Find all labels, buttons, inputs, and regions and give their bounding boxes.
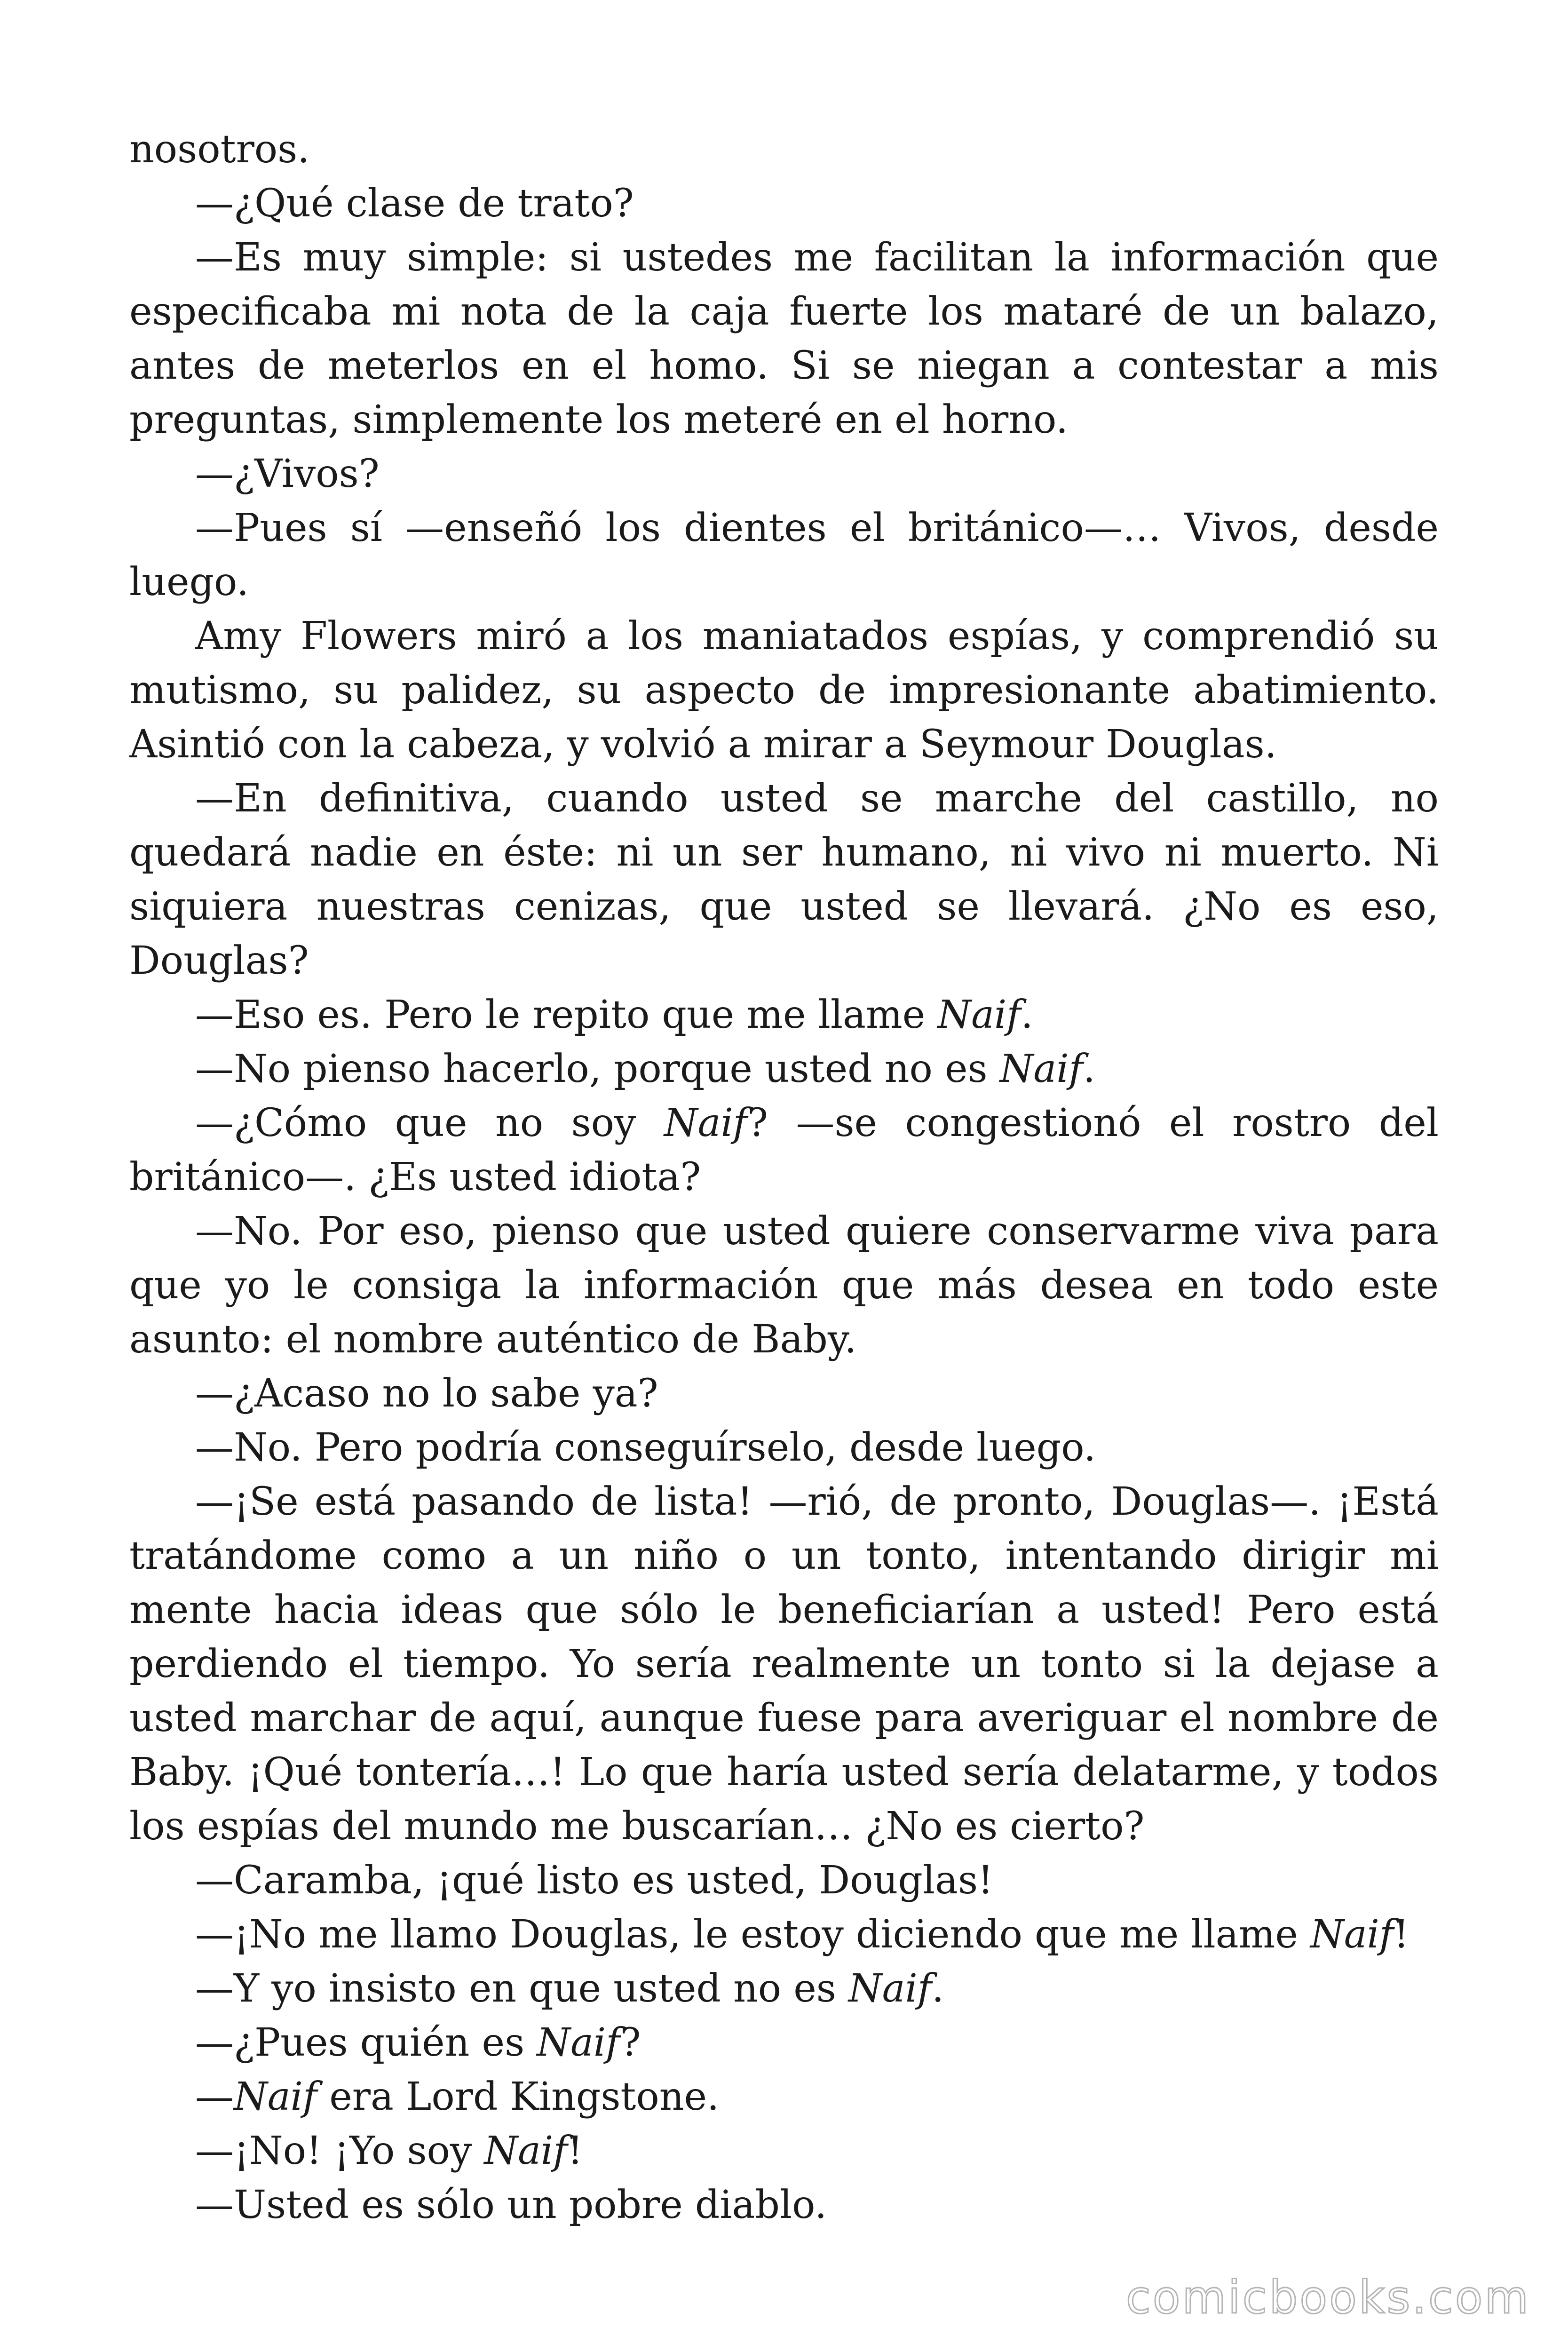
text-run: —¿Acaso no lo sabe ya? bbox=[195, 1371, 658, 1416]
paragraph bbox=[129, 771, 1439, 988]
italic-text: Naif bbox=[234, 2074, 317, 2119]
text-run: nosotros. bbox=[129, 127, 310, 172]
italic-text: Naif bbox=[937, 993, 1021, 1037]
text-run: —¡No! ¡Yo soy bbox=[195, 2129, 484, 2173]
paragraph bbox=[129, 122, 1439, 176]
text-run: —Y yo insisto en que usted no es bbox=[195, 1966, 848, 2011]
text-run: era Lord Kingstone. bbox=[317, 2074, 720, 2119]
italic-text: Naif bbox=[664, 1101, 748, 1145]
text-run: —Eso es. Pero le repito que me llame bbox=[195, 993, 938, 1037]
paragraph bbox=[129, 230, 1439, 447]
paragraph bbox=[129, 2124, 1439, 2178]
paragraph bbox=[129, 2178, 1439, 2232]
text-run: ! bbox=[567, 2129, 583, 2173]
text-run: —No. Por eso, pienso que usted quiere conservarme viva para que yo le consiga la información que más desea en todo este asunto: el nombre auténtico de Baby. bbox=[129, 1209, 1439, 1362]
paragraph bbox=[129, 501, 1439, 609]
text-run: —¡Se está pasando de lista! —rió, de pronto, Douglas—. ¡Está tratándome como a un niño o un tonto, intentando dirigir mi mente hacia ideas que sólo le beneficiarían a usted! Pero está perdiendo el tiempo. Yo sería realmente un tonto si la dejase a usted marchar de aquí, aunque fuese para averiguar el nombre de Baby. ¡Qué tontería…! Lo que haría usted sería delatarme, y todos los espías del mundo me buscarían… ¿No es cierto? bbox=[129, 1479, 1439, 1849]
paragraph bbox=[129, 447, 1439, 501]
watermark: comicbooks.com bbox=[1125, 2271, 1530, 2324]
document-body bbox=[129, 122, 1439, 2232]
italic-text: Naif bbox=[999, 1047, 1083, 1091]
paragraph bbox=[129, 1204, 1439, 1367]
text-run: —Es muy simple: si ustedes me facilitan la información que especificaba mi nota de la caja fuerte los mataré de un balazo, antes de meterlos en el homo. Si se niegan a contestar a mis preguntas, simplemente los meteré en el horno. bbox=[129, 235, 1439, 442]
paragraph bbox=[129, 1367, 1439, 1421]
paragraph bbox=[129, 1907, 1439, 1962]
paragraph bbox=[129, 1475, 1439, 1853]
paragraph bbox=[129, 2016, 1439, 2070]
text-run: . bbox=[932, 1966, 944, 2011]
text-run: . bbox=[1083, 1047, 1095, 1091]
text-run: ? —se congestionó el rostro del británico—. ¿Es usted idiota? bbox=[129, 1101, 1439, 1200]
italic-text: Naif bbox=[848, 1966, 932, 2011]
text-run: Amy Flowers miró a los maniatados espías, y comprendió su mutismo, su palidez, su aspecto de impresionante abatimiento. Asintió con la cabeza, y volvió a mirar a Seymour Douglas. bbox=[129, 614, 1439, 767]
paragraph bbox=[129, 988, 1439, 1042]
text-run: —Caramba, ¡qué listo es usted, Douglas! bbox=[195, 1858, 993, 1903]
text-run: . bbox=[1021, 993, 1033, 1037]
text-run: ? bbox=[620, 2020, 641, 2065]
paragraph bbox=[129, 1042, 1439, 1096]
text-run: —En definitiva, cuando usted se marche del castillo, no quedará nadie en éste: ni un ser humano, ni vivo ni muerto. Ni siquiera nuestras cenizas, que usted se llevará. ¿No es eso, Douglas? bbox=[129, 776, 1439, 983]
italic-text: Naif bbox=[1310, 1912, 1394, 1957]
text-run: ! bbox=[1394, 1912, 1410, 1957]
paragraph bbox=[129, 1853, 1439, 1907]
paragraph bbox=[129, 2070, 1439, 2124]
paragraph bbox=[129, 176, 1439, 230]
paragraph bbox=[129, 1421, 1439, 1475]
text-run: —No. Pero podría conseguírselo, desde luego. bbox=[195, 1425, 1096, 1470]
text-run: —¿Vivos? bbox=[195, 452, 380, 496]
text-run: —No pienso hacerlo, porque usted no es bbox=[195, 1047, 1000, 1091]
text-run: —¡No me llamo Douglas, le estoy diciendo que me llame bbox=[195, 1912, 1310, 1957]
text-run: —Pues sí —enseñó los dientes el británico—… Vivos, desde luego. bbox=[129, 506, 1439, 604]
paragraph bbox=[129, 609, 1439, 771]
text-run: — bbox=[195, 2074, 234, 2119]
paragraph bbox=[129, 1962, 1439, 2016]
text-run: —¿Cómo que no soy bbox=[195, 1101, 664, 1145]
italic-text: Naif bbox=[484, 2129, 568, 2173]
text-run: —Usted es sólo un pobre diablo. bbox=[195, 2183, 827, 2227]
paragraph bbox=[129, 1096, 1439, 1204]
italic-text: Naif bbox=[537, 2020, 620, 2065]
text-run: —¿Pues quién es bbox=[195, 2020, 537, 2065]
text-run: —¿Qué clase de trato? bbox=[195, 181, 634, 226]
